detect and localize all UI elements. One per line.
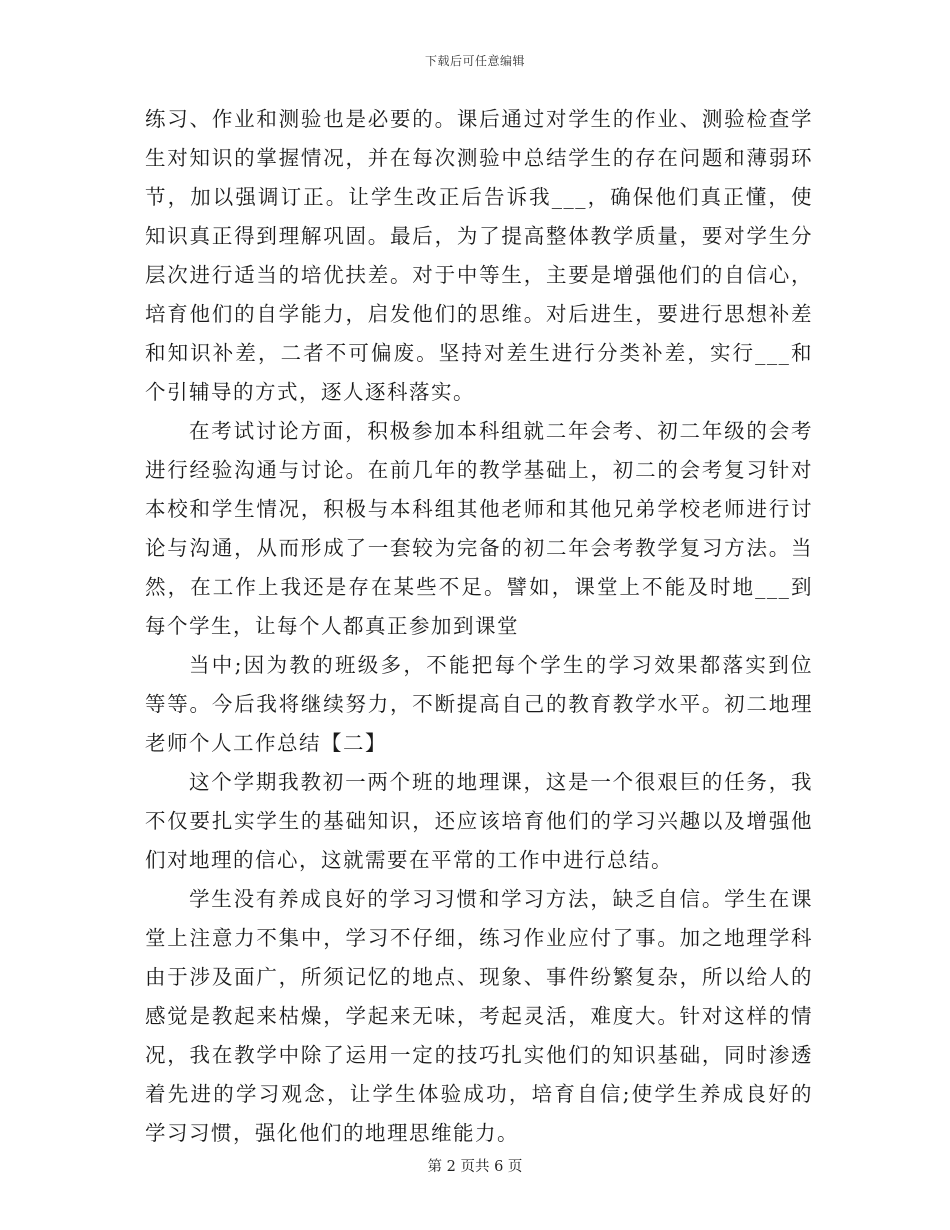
paragraph-4: 这个学期我教初一两个班的地理课，这是一个很艰巨的任务，我不仅要扎实学生的基础知识，还应该培育他们的学习兴趣以及增强他们对地理的信心，这就需要在平常的工作中进行总结。	[145, 770, 813, 872]
paragraph-2: 在考试讨论方面，积极参加本科组就二年会考、初二年级的会考进行经验沟通与讨论。在前几年的教学基础上，初二的会考复习针对本校和学生情况，积极与本科组其他老师和其他兄弟学校老师进行讨论与沟通，从而形成了一套较为完备的初二年会考教学复习方法。当然，在工作上我还是存在某些不足。譬如，课堂上不能及时地___到每个学生，让每个人都真正参加到课堂	[145, 419, 813, 638]
paragraph-5: 学生没有养成良好的学习习惯和学习方法，缺乏自信。学生在课堂上注意力不集中，学习不仔细，练习作业应付了事。加之地理学科由于涉及面广，所须记忆的地点、现象、事件纷繁复杂，所以给人的感觉是教起来枯燥，学起来无味，考起灵活，难度大。针对这样的情况，我在教学中除了运用一定的技巧扎实他们的知识基础，同时渗透着先进的学习观念，让学生体验成功，培育自信;使学生养成良好的学习习惯，强化他们的地理思维能力。	[145, 887, 813, 1145]
document-body	[145, 100, 813, 1153]
paragraph-1: 练习、作业和测验也是必要的。课后通过对学生的作业、测验检查学生对知识的掌握情况，并在每次测验中总结学生的存在问题和薄弱环节，加以强调订正。让学生改正后告诉我___，确保他们真正懂，使知识真正得到理解巩固。最后，为了提高整体教学质量，要对学生分层次进行适当的培优扶差。对于中等生，主要是增强他们的自信心，培育他们的自学能力，启发他们的思维。对后进生，要进行思想补差和知识补差，二者不可偏废。坚持对差生进行分类补差，实行___和个引辅导的方式，逐人逐科落实。	[145, 107, 813, 404]
page-header: 下载后可任意编辑	[424, 54, 525, 68]
paragraph-3: 当中;因为教的班级多，不能把每个学生的学习效果都落实到位等等。今后我将继续努力，不断提高自己的教育教学水平。初二地理老师个人工作总结【二】	[145, 653, 813, 755]
page-footer: 第 2 页共 6 页	[427, 1159, 523, 1175]
